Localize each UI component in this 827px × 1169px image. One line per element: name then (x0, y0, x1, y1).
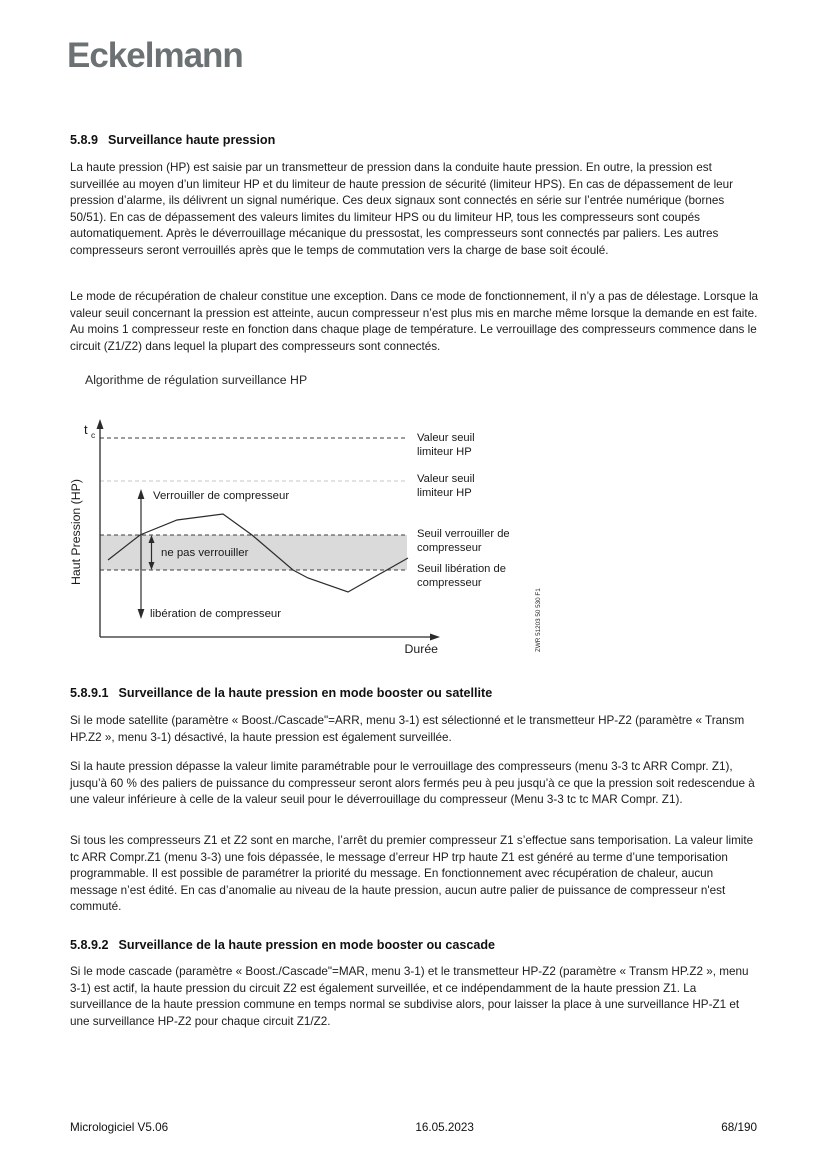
y-axis-top-sub: c (91, 430, 96, 440)
label-hp-limit-2-line2: limiteur HP (417, 487, 472, 499)
paragraph: Si la haute pression dépasse la valeur limite paramétrable pour le verrouillage des compresseurs (menu 3-3 tc ARR Compr. Z1), jusqu’à 60 % des paliers de puissance du compresseur seront alors fermés peu à peu jusqu’à ce que la pression soit redescendue à une valeur inférieure à celle de la valeur seuil pour le déverrouillage du compresseur (Menu 3-3 tc tc MAR Compr. Z1). (70, 760, 755, 807)
label-lock-threshold-line2: compresseur (417, 542, 482, 554)
hp-regulation-diagram (60, 403, 570, 671)
label-hp-limit-1-line1: Valeur seuil (417, 432, 475, 444)
footer-page-number: 68/190 (721, 1121, 757, 1134)
section-title: Surveillance de la haute pression en mode booster ou cascade (118, 938, 496, 952)
section-heading-5-8-9-2 (70, 938, 760, 952)
section-title: Surveillance haute pression (108, 133, 276, 147)
paragraph: Si le mode cascade (paramètre « Boost./Cascade"=MAR, menu 3-1) et le transmetteur HP-Z2 (paramètre « Transm HP.Z2 », menu 3-1) est actif, la haute pression du circuit Z2 est également surveillée, et ce indépendamment de la haute pression Z1. La surveillance de la haute pression commune en temps normal se subdivise alors, pour laisser la place à une surveillance HP-Z1 et une surveillance HP-Z2 pour chaque circuit Z1/Z2. (70, 965, 749, 1028)
section-number: 5.8.9.2 (70, 938, 109, 952)
label-verrouiller: Verrouiller de compresseur (153, 490, 290, 502)
x-axis-label: Durée (404, 642, 438, 656)
label-release-threshold-line2: compresseur (417, 577, 482, 589)
section-number: 5.8.9 (70, 133, 99, 147)
label-hp-limit-1-line2: limiteur HP (417, 446, 472, 458)
page-footer (70, 1121, 757, 1134)
paragraph: Si tous les compresseurs Z1 et Z2 sont en marche, l’arrêt du premier compresseur Z1 s’effectue sans temporisation. La valeur limite tc ARR Compr.Z1 (menu 3-3) une fois dépassée, le message d’erreur HP trp haute Z1 est généré au terme d’une temporisation programmable. Il est possible de paramétrer la priorité du message. En fonctionnement avec récupération de chaleur, aucun message n’est édité. En cas d’anomalie au niveau de la haute pression, aucun autre palier de puissance de compresseur n'est commuté. (70, 834, 754, 914)
label-lock-threshold-line1: Seuil verrouiller de (417, 528, 510, 540)
paragraph: La haute pression (HP) est saisie par un transmetteur de pression dans la conduite haute pression. En outre, la pression est surveillée au moyen d’un limiteur HP et du limiteur de haute pression de sécurité (limiteur HPS). En cas de dépassement de leur pression d’alarme, ils délivrent un signal numérique. Ces deux signaux sont connectés en série sur l’entrée numérique (bornes 50/51). En cas de dépassement des valeurs limites du limiteur HPS ou du limiteur HP, tous les compresseurs sont coupés automatiquement. Après le déverrouillage mécanique du pressostat, les compresseurs sont connectés par paliers. Les autres compresseurs seront verrouillés après que le temps de commutation vers la charge de base soit écoulé. (70, 161, 734, 257)
release-arrow-down (138, 609, 145, 619)
figure-watermark: ZWR 51203 50 530 F1 (535, 588, 542, 652)
figure-caption: Algorithme de régulation surveillance HP (85, 373, 308, 387)
label-liberation: libération de compresseur (150, 608, 282, 620)
footer-firmware-version: Micrologiciel V5.06 (70, 1121, 169, 1134)
section-title: Surveillance de la haute pression en mode booster ou satellite (118, 686, 493, 700)
y-axis-arrow (97, 419, 104, 429)
section-heading-5-8-9-1 (70, 686, 760, 700)
paragraph: Si le mode satellite (paramètre « Boost./Cascade"=ARR, menu 3-1) est sélectionné et le transmetteur HP-Z2 (paramètre « Transm HP.Z2 », menu 3-1) désactivé, la haute pression est également surveillée. (70, 714, 745, 744)
label-release-threshold-line1: Seuil libération de (417, 563, 506, 575)
lock-arrow-up (138, 489, 145, 499)
section-heading-5-8-9 (70, 133, 760, 147)
no-lock-band (100, 535, 407, 570)
footer-date: 16.05.2023 (415, 1121, 474, 1134)
x-axis-arrow (430, 634, 440, 641)
label-hp-limit-2-line1: Valeur seuil (417, 473, 475, 485)
section-number: 5.8.9.1 (70, 686, 109, 700)
y-axis-label: Haut Pression (HP) (69, 479, 83, 585)
label-ne-pas-verrouiller: ne pas verrouiller (161, 547, 249, 559)
paragraph: Le mode de récupération de chaleur constitue une exception. Dans ce mode de fonctionnement, il n’y a pas de délestage. Lorsque la valeur seuil concernant la pression est atteinte, aucun compresseur n’est plus mis en marche même lorsque la demande en est faite. Au moins 1 compresseur reste en fonction dans chaque plage de température. Le verrouillage des compresseurs commence dans le circuit (Z1/Z2) dans lequel la plupart des compresseurs sont connectés. (70, 290, 759, 353)
y-axis-top-label: t (84, 422, 88, 437)
eckelmann-logo: Eckelmann (67, 36, 243, 75)
